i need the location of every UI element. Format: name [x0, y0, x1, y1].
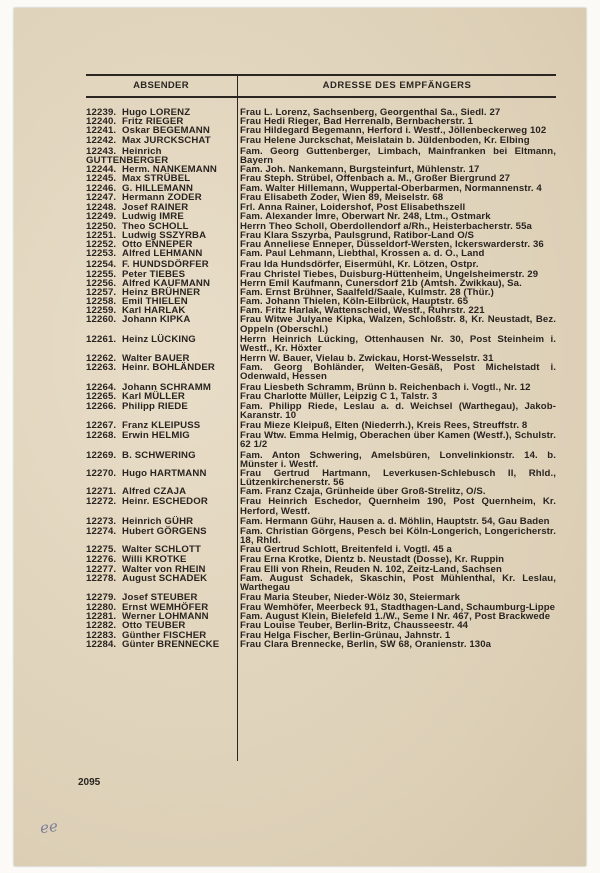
- sender-name: Ludwig IMRE: [122, 210, 184, 222]
- entry-number: 12278.: [86, 572, 117, 584]
- sender-name: Fritz RIEGER: [122, 116, 184, 128]
- table-row: [86, 451, 556, 469]
- recipient-address: Fam. Johann Thielen, Köln-Eilbrück, Hauptstr. 65: [240, 296, 469, 308]
- sender-name: Walter BAUER: [122, 353, 190, 365]
- table-row: [86, 527, 556, 545]
- entry-number: 12245.: [86, 173, 117, 185]
- recipient-address: Frau Ida Hundsdörfer, Eisermühl, Kr. Lötzen, Ostpr.: [240, 258, 479, 270]
- handwritten-mark: ee: [38, 816, 59, 838]
- entry-number: 12241.: [86, 125, 117, 137]
- sender: [86, 431, 236, 449]
- sender: [86, 392, 236, 401]
- sender: [86, 593, 236, 602]
- entry-number: 12267.: [86, 420, 117, 432]
- sender-name: Otto ENNEPER: [122, 239, 193, 251]
- recipient-address: Fam. Franz Czaja, Grünheide über Groß-Strelitz, O/S.: [240, 486, 486, 498]
- entry-number: 12280.: [86, 602, 117, 614]
- recipient-address: Frau Hedi Rieger, Bad Herrenalb, Bernbacherstr. 1: [240, 116, 474, 128]
- sender: [86, 574, 236, 592]
- sender: [86, 260, 236, 269]
- entry-number: 12244.: [86, 163, 117, 175]
- recipient-address: Fam. Georg Bohländer, Welten-Gesäß, Post Michelstadt i. Odenwald, Hessen: [240, 362, 556, 383]
- recipient-address: Frau Helga Fischer, Berlin-Grünau, Jahnstr. 1: [240, 629, 451, 641]
- sender-name: Hubert GÖRGENS: [122, 525, 207, 537]
- sender-name: Alfred KAUFMANN: [122, 277, 211, 289]
- sender-name: Franz KLEIPUSS: [122, 420, 201, 432]
- entry-number: 12275.: [86, 544, 117, 556]
- table-row: [86, 260, 556, 269]
- sender: [86, 451, 236, 469]
- sender: [86, 497, 236, 515]
- recipient-address: Frau Steph. Strübel, Offenbach a. M., Großer Biergrund 27: [240, 173, 511, 185]
- table-row: [86, 392, 556, 401]
- entry-number: 12260.: [86, 314, 117, 326]
- recipient-address: Frau Wemhöfer, Meerbeck 91, Stadthagen-Land, Schaumburg-Lippe: [240, 602, 556, 614]
- sender-name: Hugo HARTMANN: [122, 467, 207, 479]
- recipient-address: Frau Heinrich Eschedor, Quernheim 190, Post Quernheim, Kr. Herford, Westf.: [240, 496, 556, 517]
- entry-number: 12261.: [86, 333, 117, 345]
- sender-name: Oskar BEGEMANN: [122, 125, 210, 137]
- recipient-address: Herrn Theo Scholl, Oberdollendorf a/Rh., Heisterbacherstr. 55a: [240, 220, 532, 232]
- table-row: [86, 363, 556, 381]
- sender: [86, 126, 236, 135]
- entry-number: 12253.: [86, 248, 117, 260]
- recipient-address: Frau Maria Steuber, Nieder-Wölz 30, Steiermark: [240, 591, 460, 603]
- recipient-address: Frau Helene Jurckschat, Meislatain b. Jüldenboden, Kr. Elbing: [240, 135, 530, 147]
- entry-number: 12272.: [86, 496, 117, 508]
- sender-name: Günter BRENNECKE: [122, 638, 220, 650]
- recipient-address: Frau Gertrud Schlott, Breitenfeld i. Vogtl. 45 a: [240, 544, 452, 556]
- entry-number: 12279.: [86, 591, 117, 603]
- page-number: 2095: [78, 777, 101, 788]
- sender-name: Ludwig SSZYRBA: [122, 230, 207, 242]
- sender-name: Max JURCKSCHAT: [122, 135, 211, 147]
- sender: [86, 402, 236, 420]
- sender-name: Emil THIELEN: [122, 296, 188, 308]
- sender-name: Josef RAINER: [122, 201, 189, 213]
- sender-name: Herm. NANKEMANN: [122, 163, 217, 175]
- sender-name: Johann SCHRAMM: [122, 381, 211, 393]
- recipient-address: Frau Elli von Rhein, Reuden N. 102, Zeitz-Land, Sachsen: [240, 563, 502, 575]
- sender-name: Hugo LORENZ: [122, 107, 191, 118]
- table-header: [86, 74, 556, 98]
- sender-name: Peter TIEBES: [122, 268, 186, 280]
- table-row: [86, 517, 556, 526]
- recipient-address: Frau Klara Sszyrba, Paulsgrund, Ratibor-Land O/S: [240, 230, 475, 242]
- recipient-address: Frau Louise Teuber, Berlin-Britz, Chausseestr. 44: [240, 620, 469, 632]
- sender: [86, 147, 236, 165]
- sender-name: B. SCHWERING: [122, 449, 196, 461]
- entry-number: 12274.: [86, 525, 117, 537]
- sender-name: Alfred LEHMANN: [122, 248, 203, 260]
- recipient-address: Frau Gertrud Hartmann, Leverkusen-Schlebusch II, Rhld., Lützenkirchenerstr. 56: [240, 467, 556, 489]
- recipient-address: Frau Liesbeth Schramm, Brünn b. Reichenbach i. Vogtl., Nr. 12: [240, 381, 531, 393]
- sender-name: Günther FISCHER: [122, 629, 207, 641]
- sender-column-header: ABSENDER: [133, 80, 189, 91]
- recipient-address: Fam. Christian Görgens, Pesch bei Köln-Longerich, Longericherstr. 18, Rhld.: [240, 525, 556, 547]
- table-row: [86, 421, 556, 430]
- entry-number: 12256.: [86, 277, 117, 289]
- recipient-address: Fam. Georg Guttenberger, Limbach, Mainfranken bei Eltmann, Bayern: [240, 145, 556, 166]
- entry-number: 12240.: [86, 116, 117, 128]
- recipient-address: Frau Charlotte Müller, Leipzig C 1, Talstr. 3: [240, 390, 438, 402]
- entry-number: 12246.: [86, 183, 117, 195]
- entry-number: 12262.: [86, 353, 117, 365]
- table-row: [86, 469, 556, 487]
- sender-name: Walter von RHEIN: [122, 563, 206, 575]
- entry-number: 12263.: [86, 362, 117, 374]
- sender: [86, 315, 236, 333]
- sender-name: Walter SCHLOTT: [122, 544, 202, 556]
- sender-name: Heinrich GÜHR: [122, 515, 194, 527]
- sender: [86, 487, 236, 496]
- recipient-address: Fam. Ernst Brühner, Saalfeld/Saale, Kulmstr. 28 (Thür.): [240, 286, 494, 298]
- sender-name: August SCHADEK: [122, 572, 208, 584]
- sender-name: Heinrich GUTTENBERGER: [86, 145, 169, 166]
- entry-number: 12255.: [86, 268, 117, 280]
- entry-number: 12270.: [86, 467, 117, 479]
- sender-name: Karl MÜLLER: [122, 390, 185, 402]
- recipient-address: Fam. Joh. Nankemann, Burgsteinfurt, Mühlenstr. 17: [240, 163, 480, 175]
- sender: [86, 249, 236, 258]
- recipient-address: Frau Witwe Julyane Kipka, Walzen, Schloßstr. 8, Kr. Neustadt, Bez. Oppeln (Oberschl.): [240, 314, 556, 335]
- recipient-address: Fam. Anton Schwering, Amelsbüren, Lonvelinkionstr. 14. b. Münster i. Westf.: [240, 449, 556, 470]
- table-row: [86, 126, 556, 135]
- entry-number: 12248.: [86, 201, 117, 213]
- table-row: [86, 640, 556, 649]
- recipient-address: Frau Anneliese Enneper, Düsseldorf-Wersten, Ickerswarderstr. 36: [240, 239, 544, 251]
- recipient-column-header: ADRESSE DES EMPFÄNGERS: [322, 80, 472, 91]
- table-row: [86, 487, 556, 496]
- table-row: [86, 402, 556, 420]
- sender: [86, 174, 236, 183]
- sender-name: Max STRÜBEL: [122, 173, 191, 185]
- recipient-address: Fam. Fritz Harlak, Wattenscheid, Westf., Ruhrstr. 221: [240, 305, 485, 317]
- entry-number: 12276.: [86, 554, 117, 566]
- sender: [86, 640, 236, 649]
- recipient-address: Fam. August Schadek, Skaschin, Post Mühlenthal, Kr. Leslau, Warthegau: [240, 572, 556, 593]
- sender-name: Philipp RIEDE: [122, 400, 188, 412]
- recipient-address: Frau Hildegard Begemann, Herford i. Westf., Jöllenbeckerweg 102: [240, 125, 547, 137]
- sender: [86, 212, 236, 221]
- sender-name: G. HILLEMANN: [122, 183, 194, 195]
- sender: [86, 335, 236, 353]
- entry-number: 12277.: [86, 563, 117, 575]
- sender-name: Johann KIPKA: [122, 314, 191, 326]
- recipient-address: Fam. Hermann Gühr, Hausen a. d. Möhlin, Hauptstr. 54, Gau Baden: [240, 515, 550, 527]
- entry-number: 12257.: [86, 286, 117, 298]
- entry-number: 12254.: [86, 258, 117, 270]
- entry-number: 12266.: [86, 400, 117, 412]
- sender-name: Ernst WEMHÖFER: [122, 602, 209, 614]
- sender-name: Heinz BRÜHNER: [122, 286, 201, 298]
- recipient-address: Fam. Paul Lehmann, Liebthal, Krossen a. d. O., Land: [240, 248, 485, 260]
- sender-name: Theo SCHOLL: [122, 220, 189, 232]
- table-row: [86, 136, 556, 145]
- table-row: [86, 249, 556, 258]
- sender: [86, 527, 236, 545]
- sender-name: Heinr. BOHLÄNDER: [122, 362, 216, 374]
- recipient-address: Fam. Philipp Riede, Leslau a. d. Weichsel (Warthegau), Jakob-Karanstr. 10: [240, 400, 556, 421]
- recipient-address: Fam. August Klein, Bielefeld 1./W., Seme I Nr. 467, Post Brackwede: [240, 611, 551, 623]
- sender-name: Heinr. ESCHEDOR: [122, 496, 208, 508]
- recipient-address: Frau Elisabeth Zoder, Wien 89, Meiselstr. 68: [240, 192, 444, 204]
- entry-number: 12250.: [86, 220, 117, 232]
- sender: [86, 545, 236, 554]
- entry-number: 12269.: [86, 449, 117, 461]
- entry-number: 12259.: [86, 305, 117, 317]
- recipient-address: Fam. Alexander Imre, Oberwart Nr. 248, Ltm., Ostmark: [240, 210, 491, 222]
- table-row: [86, 545, 556, 554]
- entry-number: 12242.: [86, 135, 117, 147]
- entry-number: 12247.: [86, 192, 117, 204]
- sender-name: Werner LOHMANN: [122, 611, 209, 623]
- table-row: [86, 315, 556, 333]
- sender: [86, 469, 236, 487]
- address-list: [86, 108, 556, 649]
- entry-number: 12283.: [86, 629, 117, 641]
- sender-name: Willi KROTKE: [122, 554, 187, 566]
- recipient-address: Fam. Walter Hillemann, Wuppertal-Oberbarmen, Normannenstr. 4: [240, 183, 542, 195]
- sender-name: Erwin HELMIG: [122, 430, 190, 442]
- table-row: [86, 593, 556, 602]
- entry-number: 12273.: [86, 515, 117, 527]
- recipient-address: Herrn Heinrich Lücking, Ottenhausen Nr. 30, Post Steinheim i. Westf., Kr. Höxter: [240, 333, 556, 354]
- entry-number: 12281.: [86, 611, 117, 623]
- entry-number: 12268.: [86, 430, 117, 442]
- recipient-address: Frau Christel Tiebes, Duisburg-Hüttenheim, Ungelsheimerstr. 29: [240, 268, 539, 280]
- sender-name: Karl HARLAK: [122, 305, 186, 317]
- sender: [86, 363, 236, 381]
- recipient-address: Frau Erna Krotke, Dientz b. Neustadt (Dosse), Kr. Ruppin: [240, 554, 505, 566]
- entry-number: 12249.: [86, 210, 117, 222]
- entry-number: 12251.: [86, 230, 117, 242]
- entry-number: 12239.: [86, 107, 117, 118]
- recipient-address: Frau Clara Brennecke, Berlin, SW 68, Oranienstr. 130a: [240, 638, 492, 650]
- sender: [86, 421, 236, 430]
- recipient-address: Frau Mieze Kleipuß, Elten (Niederrh.), Kreis Rees, Streuffstr. 8: [240, 420, 528, 432]
- sender-name: Hermann ZODER: [122, 192, 202, 204]
- entry-number: 12284.: [86, 638, 117, 650]
- entry-number: 12282.: [86, 620, 117, 632]
- sender: [86, 136, 236, 145]
- recipient-address: Frl. Anna Rainer, Loidershof, Post Elisabethszell: [240, 201, 466, 213]
- sender-name: Heinz LÜCKING: [122, 333, 196, 345]
- entry-number: 12243.: [86, 145, 117, 157]
- sender-name: Otto TEUBER: [122, 620, 186, 632]
- recipient-address: Herrn W. Bauer, Vielau b. Zwickau, Horst-Wesselstr. 31: [240, 353, 494, 365]
- recipient-address: Herrn Emil Kaufmann, Cunersdorf 21b (Amtsh. Zwikkau), Sa.: [240, 277, 522, 289]
- entry-number: 12264.: [86, 381, 117, 393]
- recipient-address: Frau Wtw. Emma Helmig, Oberachen über Kamen (Westf.), Schulstr. 62 1/2: [240, 430, 556, 451]
- table-row: [86, 174, 556, 183]
- entry-number: 12252.: [86, 239, 117, 251]
- entry-number: 12271.: [86, 486, 117, 498]
- table-row: [86, 497, 556, 515]
- sender-name: Josef STEUBER: [122, 591, 198, 603]
- sender: [86, 517, 236, 526]
- table-row: [86, 212, 556, 221]
- entry-number: 12265.: [86, 390, 117, 402]
- table-row: [86, 147, 556, 165]
- entry-number: 12258.: [86, 296, 117, 308]
- table-row: [86, 574, 556, 592]
- recipient-address: Frau L. Lorenz, Sachsenberg, Georgenthal Sa., Siedl. 27: [240, 107, 501, 118]
- sender-name: Alfred CZAJA: [122, 486, 187, 498]
- table-row: [86, 431, 556, 449]
- table-row: [86, 335, 556, 353]
- sender-name: F. HUNDSDÖRFER: [122, 258, 209, 270]
